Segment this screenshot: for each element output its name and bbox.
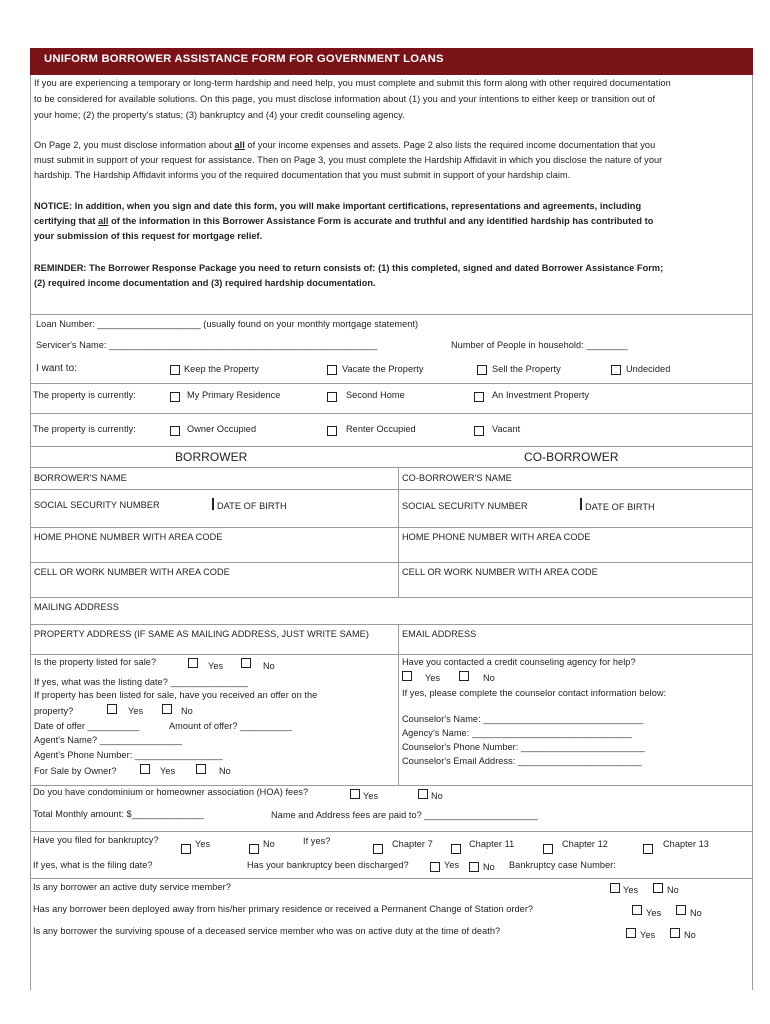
coborrower-cell-field[interactable]: CELL OR WORK NUMBER WITH AREA CODE [402, 567, 598, 577]
divider [30, 489, 753, 490]
listed-no-checkbox[interactable] [241, 658, 251, 668]
coborrower-dob-field[interactable]: DATE OF BIRTH [585, 502, 655, 512]
active-duty-question: Is any borrower an active duty service member? [33, 882, 231, 892]
column-divider [398, 624, 399, 785]
intent-option-label: Sell the Property [492, 364, 561, 374]
borrower-dob-field[interactable]: DATE OF BIRTH [217, 501, 287, 511]
no-label: No [263, 839, 275, 849]
bankruptcy-question: Have you filed for bankruptcy? [33, 835, 159, 845]
yes-label: Yes [195, 839, 211, 849]
divider [30, 446, 753, 447]
field-separator [580, 498, 582, 510]
mailing-address-field[interactable]: MAILING ADDRESS [34, 602, 119, 612]
chapter-label: Chapter 11 [469, 839, 515, 849]
borrower-heading: BORROWER [175, 450, 248, 464]
offer-yes-checkbox[interactable] [107, 704, 117, 714]
divider [30, 413, 753, 414]
intent-label: I want to: [36, 363, 78, 374]
offer-question: property? [34, 706, 74, 716]
page2-text: On Page 2, you must disclose information about all of your income expenses and assets. Page 2 also lists the required income documentation that you [34, 140, 656, 150]
if-yes-label: If yes? [303, 836, 331, 846]
occupancy-label: The property is currently: [33, 424, 136, 434]
discharged-yes-checkbox[interactable] [430, 862, 440, 872]
divider [30, 831, 753, 832]
counseling-yes-checkbox[interactable] [402, 671, 412, 681]
yes-label: Yes [363, 791, 379, 801]
agent-phone-field[interactable]: Agent's Phone Number: _________________ [34, 750, 223, 760]
hoa-yes-checkbox[interactable] [350, 789, 360, 799]
offer-question: If property has been listed for sale, have you received an offer on the [34, 690, 318, 700]
spouse-no-checkbox[interactable] [670, 928, 680, 938]
no-label: No [431, 791, 443, 801]
no-label: No [483, 673, 495, 683]
intent-option-label: Undecided [626, 364, 671, 374]
occupancy-option: Renter Occupied [346, 424, 416, 434]
coborrower-home-phone-field[interactable]: HOME PHONE NUMBER WITH AREA CODE [402, 532, 591, 542]
yes-label: Yes [646, 908, 662, 918]
case-number-field[interactable]: Bankruptcy case Number: [509, 860, 616, 870]
date-of-offer-field[interactable]: Date of offer __________ [34, 721, 140, 731]
deployed-no-checkbox[interactable] [676, 905, 686, 915]
coborrower-heading: CO-BORROWER [524, 450, 619, 464]
bankruptcy-no-checkbox[interactable] [249, 844, 259, 854]
divider [30, 597, 753, 598]
no-label: No [690, 908, 702, 918]
chapter-label: Chapter 7 [392, 839, 433, 849]
reminder-text: (2) required income documentation and (3) required hardship documentation. [34, 278, 376, 288]
deployed-question: Has any borrower been deployed away from his/her primary residence or received a Permanent Change of Station order? [33, 904, 534, 914]
chapter-label: Chapter 13 [663, 839, 709, 849]
active-duty-yes-checkbox[interactable] [610, 883, 620, 893]
hoa-question: Do you have condominium or homeowner association (HOA) fees? [33, 787, 309, 797]
counselor-name-field[interactable]: Counselor's Name: _______________________________ [402, 714, 644, 724]
offer-no-checkbox[interactable] [162, 704, 172, 714]
spouse-yes-checkbox[interactable] [626, 928, 636, 938]
borrower-cell-field[interactable]: CELL OR WORK NUMBER WITH AREA CODE [34, 567, 230, 577]
discharged-no-checkbox[interactable] [469, 862, 479, 872]
column-divider [398, 467, 399, 597]
property-status-option: My Primary Residence [187, 390, 281, 400]
intent-option-label: Vacate the Property [342, 364, 424, 374]
hoa-no-checkbox[interactable] [418, 789, 428, 799]
no-label: No [219, 766, 231, 776]
sell-property-checkbox[interactable] [477, 365, 487, 375]
household-count-field[interactable]: Number of People in household: ________ [451, 340, 628, 350]
counselor-email-field[interactable]: Counselor's Email Address: ________________________ [402, 756, 642, 766]
borrower-home-phone-field[interactable]: HOME PHONE NUMBER WITH AREA CODE [34, 532, 223, 542]
no-label: No [181, 706, 193, 716]
yes-label: Yes [160, 766, 176, 776]
notice-text: NOTICE: In addition, when you sign and date this form, you will make important certifications, representations and agreements, including [34, 201, 642, 211]
no-label: No [684, 930, 696, 940]
yes-label: Yes [640, 930, 656, 940]
agent-name-field[interactable]: Agent's Name? ________________ [34, 735, 183, 745]
discharged-question: Has your bankruptcy been discharged? [247, 860, 409, 870]
chapter-12-checkbox[interactable] [543, 844, 553, 854]
property-status-option: An Investment Property [492, 390, 590, 400]
divider [30, 314, 753, 315]
reminder-text: REMINDER: The Borrower Response Package you need to return consists of: (1) this completed, signed and dated Borrower Assistance Form; [34, 263, 664, 273]
counseling-instruction: If yes, please complete the counselor contact information below: [402, 688, 667, 698]
yes-label: Yes [425, 673, 441, 683]
listed-yes-checkbox[interactable] [188, 658, 198, 668]
page2-text: must submit in support of your request for assistance. Then on Page 3, you must complete the Hardship Affidavit in which you disclose the nature of your [34, 155, 663, 165]
intro-text: your home; (2) the property's status; (3) bankruptcy and (4) your credit counseling agency. [34, 110, 405, 120]
occupancy-option: Vacant [492, 424, 521, 434]
intent-option-label: Keep the Property [184, 364, 259, 374]
primary-residence-checkbox[interactable] [170, 392, 180, 402]
fsbo-question: For Sale by Owner? [34, 766, 117, 776]
vacate-property-checkbox[interactable] [327, 365, 337, 375]
counseling-no-checkbox[interactable] [459, 671, 469, 681]
borrower-name-field[interactable]: BORROWER'S NAME [34, 473, 127, 483]
divider [30, 785, 753, 786]
notice-text: certifying that all of the information in this Borrower Assistance Form is accurate and truthful and any identified hardship has contributed to [34, 216, 654, 226]
no-label: No [667, 885, 679, 895]
divider [30, 467, 753, 468]
yes-label: Yes [128, 706, 144, 716]
no-label: No [263, 661, 275, 671]
counseling-question: Have you contacted a credit counseling agency for help? [402, 657, 636, 667]
field-separator [212, 498, 214, 510]
owner-occupied-checkbox[interactable] [170, 426, 180, 436]
filing-date-field[interactable]: If yes, what is the filing date? [33, 860, 153, 870]
chapter-7-checkbox[interactable] [373, 844, 383, 854]
form-title: UNIFORM BORROWER ASSISTANCE FORM FOR GOVERNMENT LOANS [44, 53, 444, 65]
fsbo-no-checkbox[interactable] [196, 764, 206, 774]
hoa-paid-to-field[interactable]: Name and Address fees are paid to? ______________________ [271, 810, 538, 820]
property-address-field[interactable]: PROPERTY ADDRESS (IF SAME AS MAILING ADDRESS, JUST WRITE SAME) [34, 629, 369, 639]
intro-text: If you are experiencing a temporary or long-term hardship and need help, you must complete and submit this form along with other required documentation [34, 78, 671, 88]
fsbo-yes-checkbox[interactable] [140, 764, 150, 774]
yes-label: Yes [444, 860, 460, 870]
chapter-11-checkbox[interactable] [451, 844, 461, 854]
property-status-option: Second Home [346, 390, 405, 400]
deployed-yes-checkbox[interactable] [632, 905, 642, 915]
undecided-checkbox[interactable] [611, 365, 621, 375]
chapter-label: Chapter 12 [562, 839, 608, 849]
servicer-name-field[interactable]: Servicer's Name: ____________________________________________________ [36, 340, 378, 350]
coborrower-name-field[interactable]: CO-BORROWER'S NAME [402, 473, 512, 483]
no-label: No [483, 862, 495, 872]
intro-text: to be considered for available solutions. On this page, you must disclose information about (1) you and your intentions to either keep or transition out of [34, 94, 656, 104]
notice-text: your submission of this request for mortgage relief. [34, 231, 263, 241]
form-right-border [752, 75, 753, 990]
amount-of-offer-field[interactable]: Amount of offer? __________ [169, 721, 292, 731]
yes-label: Yes [208, 661, 224, 671]
renter-occupied-checkbox[interactable] [327, 426, 337, 436]
agency-name-field[interactable]: Agency's Name: _______________________________ [402, 728, 632, 738]
chapter-13-checkbox[interactable] [643, 844, 653, 854]
divider [30, 383, 753, 384]
surviving-spouse-question: Is any borrower the surviving spouse of a deceased service member who was on active duty at the time of death? [33, 926, 501, 936]
second-home-checkbox[interactable] [327, 392, 337, 402]
divider [30, 624, 753, 625]
divider [30, 654, 753, 655]
counselor-phone-field[interactable]: Counselor's Phone Number: ________________________ [402, 742, 645, 752]
hoa-total-field[interactable]: Total Monthly amount: $______________ [33, 809, 204, 819]
coborrower-ssn-field[interactable]: SOCIAL SECURITY NUMBER [402, 501, 528, 511]
listing-date-field[interactable]: If yes, what was the listing date? _______________ [34, 677, 248, 687]
page2-text: hardship. The Hardship Affidavit informs you of the required documentation that you must submit in support of your hardship claim. [34, 170, 571, 180]
form-left-border [30, 75, 31, 990]
active-duty-no-checkbox[interactable] [653, 883, 663, 893]
borrower-ssn-field[interactable]: SOCIAL SECURITY NUMBER [34, 500, 160, 510]
divider [30, 527, 753, 528]
yes-label: Yes [623, 885, 639, 895]
occupancy-option: Owner Occupied [187, 424, 257, 434]
investment-property-checkbox[interactable] [474, 392, 484, 402]
bankruptcy-yes-checkbox[interactable] [181, 844, 191, 854]
listed-for-sale-question: Is the property listed for sale? [34, 657, 157, 667]
loan-number-field[interactable]: Loan Number: ____________________ (usually found on your monthly mortgage statement) [36, 319, 419, 329]
property-status-label: The property is currently: [33, 390, 136, 400]
email-address-field[interactable]: EMAIL ADDRESS [402, 629, 477, 639]
divider [30, 878, 753, 879]
divider [30, 562, 753, 563]
vacant-checkbox[interactable] [474, 426, 484, 436]
keep-property-checkbox[interactable] [170, 365, 180, 375]
